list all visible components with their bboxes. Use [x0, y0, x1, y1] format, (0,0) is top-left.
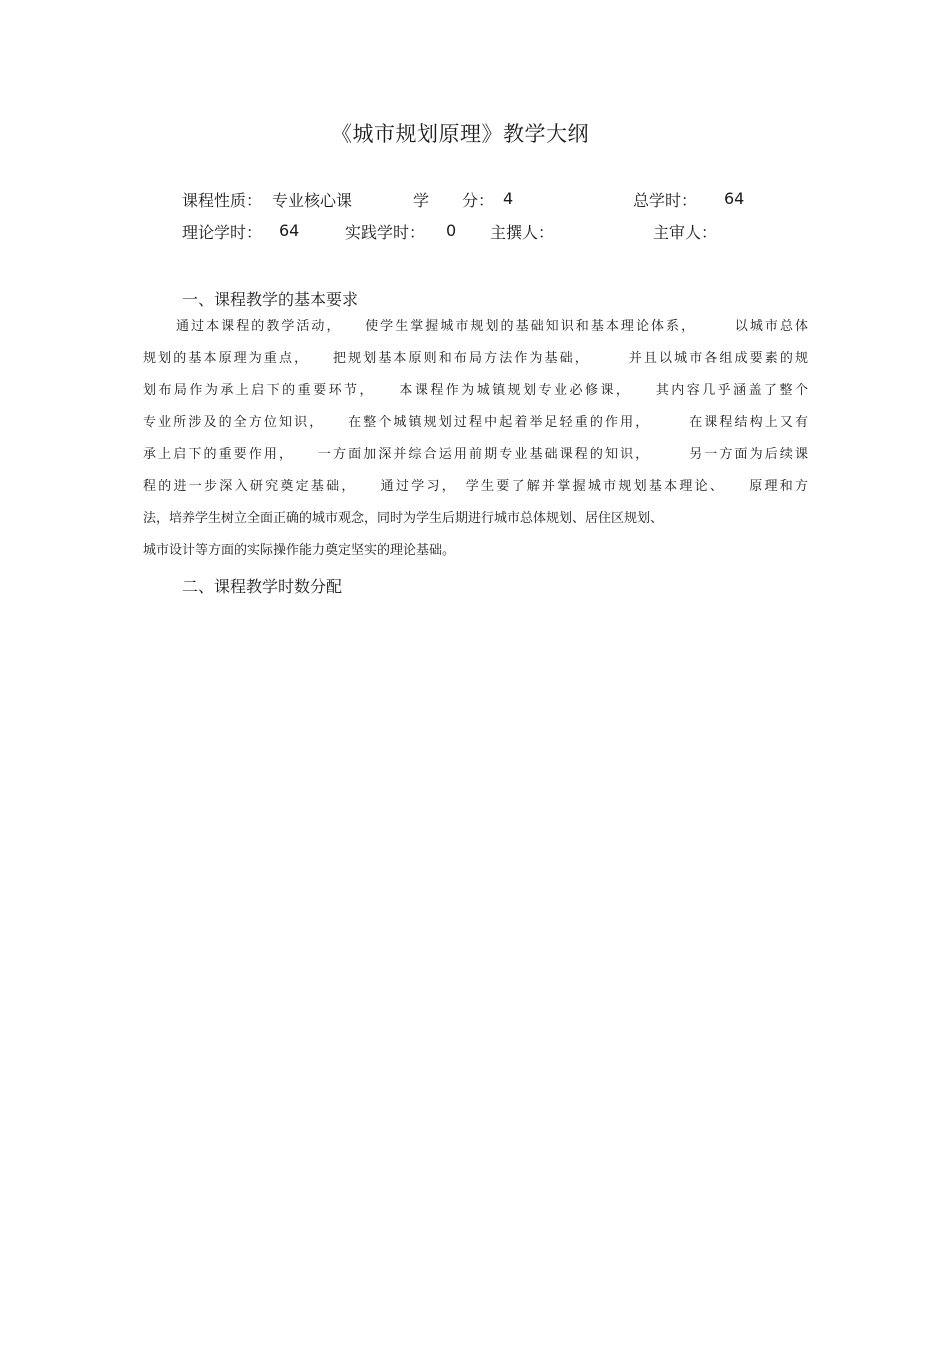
total-hours-label: 总学时： — [633, 191, 698, 210]
document-title: 《城市规划原理》教学大纲 — [331, 122, 589, 146]
credit-label-part2: 分： — [462, 191, 495, 210]
paragraph-line: 划布局作为承上启下的重要环节， 本课程作为城镇规划专业必修课， 其内容几乎涵盖了整个 — [143, 383, 808, 398]
section-heading-2: 二、课程教学时数分配 — [182, 577, 343, 596]
paragraph-line: 规划的基本原理为重点， 把规划基本原则和布局方法作为基础， 并且以城市各组成要素的规 — [143, 351, 808, 366]
paragraph-line: 法，培养学生树立全面正确的城市观念，同时为学生后期进行城市总体规划、居住区规划、 — [143, 511, 664, 526]
paragraph-line: 承上启下的重要作用， 一方面加深并综合运用前期专业基础课程的知识， 另一方面为后续课 — [143, 447, 808, 462]
theory-hours-value: 64 — [279, 221, 300, 240]
course-nature-label: 课程性质： — [182, 191, 263, 210]
author-label: 主撰人： — [490, 223, 555, 242]
practice-hours-value: 0 — [446, 221, 457, 240]
paragraph-line: 程的进一步深入研究奠定基础， 通过学习， 学生要了解并掌握城市规划基本理论、 原理和方 — [143, 479, 808, 494]
section-heading-1: 一、课程教学的基本要求 — [182, 290, 359, 309]
credit-value: 4 — [503, 189, 514, 208]
reviewer-label: 主审人： — [653, 223, 718, 242]
paragraph-line: 通过本课程的教学活动， 使学生掌握城市规划的基础知识和基本理论体系， 以城市总体 — [176, 319, 808, 334]
course-nature-value: 专业核心课 — [272, 191, 353, 210]
practice-hours-label: 实践学时： — [345, 223, 426, 242]
paragraph-line: 专业所涉及的全方位知识， 在整个城镇规划过程中起着举足轻重的作用， 在课程结构上又有 — [143, 415, 808, 430]
paragraph-line: 城市设计等方面的实际操作能力奠定坚实的理论基础。 — [143, 543, 456, 558]
theory-hours-label: 理论学时： — [182, 223, 263, 242]
section-1-paragraph — [143, 311, 808, 567]
total-hours-value: 64 — [724, 189, 745, 208]
credit-label-part1: 学 — [413, 191, 430, 210]
